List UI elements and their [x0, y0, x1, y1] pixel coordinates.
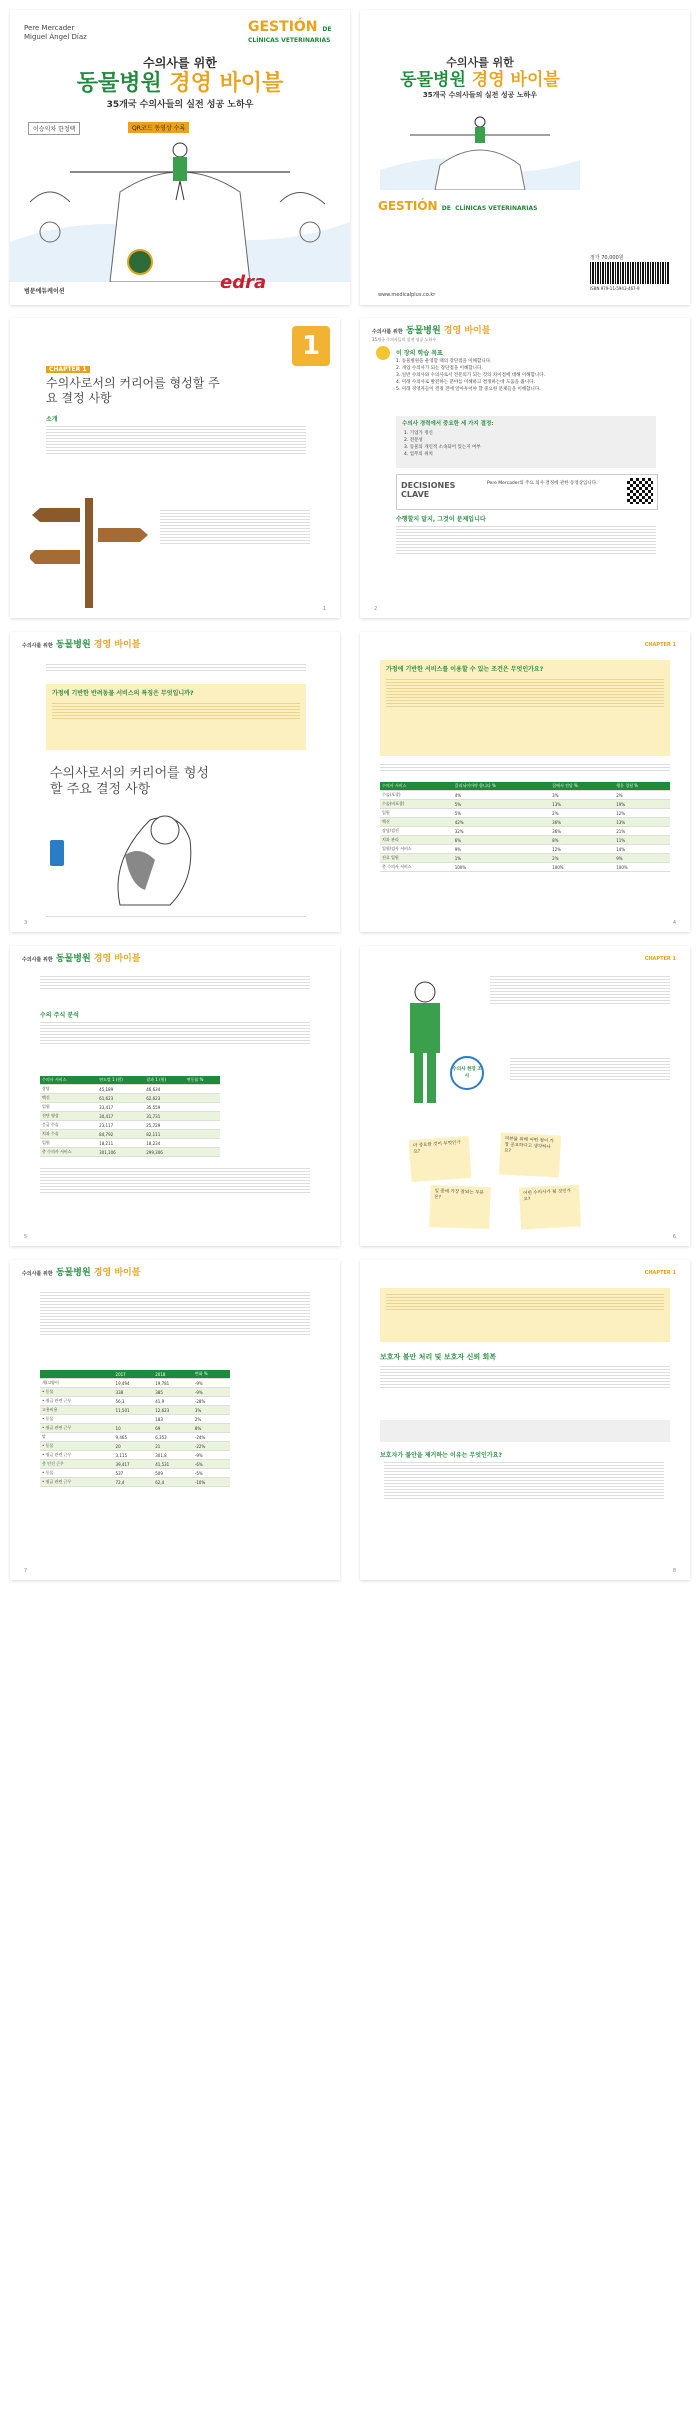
- table-cell: • 동물: [40, 1442, 114, 1451]
- table-cell: 100%: [453, 863, 550, 872]
- table-cell: 총 인건 근무: [40, 1460, 114, 1469]
- table-row: [380, 863, 670, 872]
- table-cell: 치과 수술: [40, 1130, 97, 1139]
- p5-table: [40, 1076, 220, 1157]
- table-cell: • 월급 관련 근무: [40, 1478, 114, 1487]
- table-cell: -5%: [193, 1469, 230, 1478]
- p1-right-text: [160, 508, 310, 546]
- page-number: 4: [672, 920, 676, 926]
- table-cell: 수술(포괄): [380, 791, 453, 800]
- sticky-note-1: 더 중요한 것이 무엇인가요?: [409, 1136, 472, 1182]
- qr-badge: QR코드 동영상 수록: [128, 122, 189, 133]
- cover-illustration: [10, 132, 350, 282]
- page-number: 8: [672, 1568, 676, 1574]
- p3-intro: [46, 662, 306, 673]
- intro-heading: 소개: [46, 416, 58, 423]
- chapter-title: 수의사로서의 커리어를 형성할 주요 결정 사항: [46, 376, 220, 405]
- page-number: 1: [322, 606, 326, 612]
- table-cell: -9%: [193, 1451, 230, 1460]
- table-row: [40, 1433, 230, 1442]
- table-cell: [185, 1094, 220, 1103]
- p5-text-top: [40, 974, 310, 991]
- price-label: 정가 70,000원: [590, 255, 624, 261]
- barcode: [590, 262, 670, 284]
- table-cell: 5%: [453, 809, 550, 818]
- goals-title: 이 장의 학습 목표: [396, 350, 443, 357]
- table-cell: 1%: [453, 854, 550, 863]
- table-cell: 입원: [380, 809, 453, 818]
- signpost-illustration: [30, 488, 150, 608]
- table-cell: 3%: [193, 1406, 230, 1415]
- table-cell: 14%: [614, 845, 670, 854]
- section-heading: 수의 주식 분석: [40, 1012, 79, 1019]
- vet-figure-illustration: [380, 976, 470, 1116]
- table-row: [40, 1442, 230, 1451]
- page-5: [10, 946, 340, 1246]
- back-url: www.medicalplus.co.kr: [378, 292, 436, 298]
- table-row: [40, 1460, 230, 1469]
- table-cell: 입원/검사 서비스: [380, 845, 453, 854]
- table-cell: 10: [114, 1424, 154, 1433]
- table-cell: 385: [153, 1388, 193, 1397]
- table-cell: 입원: [40, 1103, 97, 1112]
- vet-with-cat-illustration: [30, 800, 210, 910]
- page-3: [10, 632, 340, 932]
- p4-question-box: 가정에 기반한 서비스를 이용할 수 있는 조건은 무엇인가요?: [380, 660, 670, 756]
- table-cell: 25,729: [144, 1121, 185, 1130]
- table-row: [40, 1148, 220, 1157]
- table-cell: -9%: [193, 1379, 230, 1388]
- page-4: [360, 632, 690, 932]
- table-cell: 말: [40, 1433, 114, 1442]
- table-cell: 개/고양이: [40, 1379, 114, 1388]
- chapter-tag: CHAPTER 1: [644, 956, 676, 962]
- p8-note-box: [380, 1420, 670, 1442]
- table-cell: 고용비용: [40, 1406, 114, 1415]
- table-cell: -22%: [193, 1442, 230, 1451]
- sticky-note-4: 어떤 수의사가 될 것인가요?: [519, 1184, 581, 1229]
- table-row: [40, 1397, 230, 1406]
- table-row: [40, 1112, 220, 1121]
- table-cell: 3%: [550, 791, 614, 800]
- table-row: [40, 1424, 230, 1433]
- table-cell: [185, 1139, 220, 1148]
- table-cell: 23,117: [97, 1121, 144, 1130]
- table-row: [40, 1379, 230, 1388]
- table-cell: 36%: [550, 827, 614, 836]
- table-cell: 11%: [614, 836, 670, 845]
- qr-code-icon[interactable]: [627, 478, 653, 504]
- table-cell: 100%: [614, 863, 670, 872]
- table-cell: 12,623: [153, 1406, 193, 1415]
- table-cell: 21%: [614, 827, 670, 836]
- p5-text-mid: [40, 1020, 310, 1046]
- table-cell: 82,111: [144, 1130, 185, 1139]
- table-cell: 62,623: [144, 1094, 185, 1103]
- page-number: 3: [24, 920, 28, 926]
- page-number: 7: [24, 1568, 28, 1574]
- table-cell: 2%: [193, 1415, 230, 1424]
- table-cell: 2%: [550, 809, 614, 818]
- table-cell: 299,306: [144, 1148, 185, 1157]
- table-row: [380, 836, 670, 845]
- publisher-right: edra: [220, 272, 267, 293]
- table-row: [40, 1130, 220, 1139]
- table-cell: 42%: [453, 818, 550, 827]
- table-cell: 11,501: [114, 1406, 154, 1415]
- table-cell: 총 수의사 서비스: [380, 863, 453, 872]
- table-cell: 31,731: [144, 1112, 185, 1121]
- revenue-table: [40, 1076, 220, 1157]
- cover-authors: Pere Mercader Miguel Ángel Díaz: [24, 24, 87, 41]
- personnel-table: [40, 1370, 230, 1487]
- table-cell: 3,115: [114, 1451, 154, 1460]
- table-cell: [185, 1148, 220, 1157]
- table-cell: • 동물: [40, 1388, 114, 1397]
- table-cell: 509: [153, 1469, 193, 1478]
- table-row: [380, 809, 670, 818]
- table-cell: 41,531: [153, 1460, 193, 1469]
- table-row: [40, 1085, 220, 1094]
- table-cell: 6%: [453, 836, 550, 845]
- p6-text-top: [490, 974, 670, 1006]
- table-cell: 백신: [380, 818, 453, 827]
- table-cell: 56,3: [114, 1397, 154, 1406]
- page-number: 6: [672, 1234, 676, 1240]
- table-cell: • 월급 관련 근무: [40, 1424, 114, 1433]
- table-row: [380, 818, 670, 827]
- table-cell: -6%: [193, 1460, 230, 1469]
- table-cell: 12%: [550, 845, 614, 854]
- question-heading: 보호자가 불안을 제거하는 이유는 무엇인가요?: [380, 1452, 502, 1459]
- table-cell: 4%: [453, 791, 550, 800]
- table-cell: 입원: [40, 1139, 97, 1148]
- page-8: [360, 1260, 690, 1580]
- table-cell: • 월급 관련 근무: [40, 1451, 114, 1460]
- p4-text: [380, 762, 670, 773]
- table-row: [40, 1451, 230, 1460]
- table-cell: 36%: [550, 818, 614, 827]
- table-cell: 2%: [614, 791, 670, 800]
- table-row: [40, 1388, 230, 1397]
- table-cell: 9%: [614, 854, 670, 863]
- table-cell: 9%: [453, 845, 550, 854]
- table-cell: 응급 수술: [40, 1121, 97, 1130]
- chapter-label: CHAPTER 1: [46, 366, 90, 373]
- table-cell: 백신: [40, 1094, 97, 1103]
- table-cell: 13%: [614, 818, 670, 827]
- table-cell: 69: [153, 1424, 193, 1433]
- table-cell: 301,106: [97, 1148, 144, 1157]
- table-cell: 39,417: [114, 1460, 154, 1469]
- table-cell: 72,4: [114, 1478, 154, 1487]
- publisher-left: 범문에듀케이션: [24, 288, 65, 295]
- table-row: [40, 1406, 230, 1415]
- running-header: 수의사를 위한 동물병원 경영 바이블: [22, 640, 141, 650]
- table-cell: 35,559: [144, 1103, 185, 1112]
- keys-box: 수의사 경력에서 중요한 세 가지 결정: 1. 기업가 정신 2. 전문성 3. 동물의 개인적 소속되어 있는지 여부 4. 업무의 위치: [396, 416, 656, 468]
- table-row: [380, 827, 670, 836]
- table-row: [40, 1121, 220, 1130]
- table-cell: 상담: [40, 1085, 97, 1094]
- table-cell: 총 수의사 서비스: [40, 1148, 97, 1157]
- back-illustration: [380, 110, 580, 190]
- table-cell: • 동물: [40, 1469, 114, 1478]
- p8-info-box: [380, 1288, 670, 1342]
- table-cell: 8%: [193, 1424, 230, 1433]
- table-cell: [185, 1112, 220, 1121]
- table-header-row: 수의사 서비스 클리닉이어야 합니다 % 집에서 전달 % 행운 경험 %: [380, 782, 670, 791]
- table-cell: 33,417: [97, 1103, 144, 1112]
- table-cell: [185, 1130, 220, 1139]
- table-cell: -24%: [193, 1433, 230, 1442]
- running-header: 수의사를 위한 동물병원 경영 바이블 35개국 수의사들의 실전 성공 노하우: [372, 326, 491, 342]
- sticky-note-2: 리뷰를 위해 어떤 점이 가장 중요하다고 생각하나요?: [499, 1132, 561, 1177]
- table-row: [380, 854, 670, 863]
- p4-table: [380, 782, 670, 872]
- table-cell: 19%: [614, 800, 670, 809]
- page-7: [10, 1260, 340, 1580]
- table-cell: 30,417: [97, 1112, 144, 1121]
- table-cell: 62,4: [153, 1478, 193, 1487]
- page-number: 2: [374, 606, 378, 612]
- running-header: 수의사를 위한 동물병원 경영 바이블: [22, 1268, 141, 1278]
- goals-list: 1. 동물병원을 운영할 때의 장단점을 이해합니다. 2. 개업 수의사가 되는 장단점을 이해합니다. 3. 일반 수의사와 수의사로서 전문의가 되는 것의 차이점에 대해 이해합니다. 4. 미래 수의사로 발전하는 분야를 이해하고 결정하는데 도움을 줍니다. 5. 미래 경영자들이 결정 전에 알아두어야 할 중요한 문제들을 이해합니다.: [396, 359, 546, 392]
- p3-footer-text: [46, 914, 306, 919]
- page-number: 5: [24, 1234, 28, 1240]
- cover-back: [360, 10, 690, 305]
- table-cell: 41,9: [153, 1397, 193, 1406]
- sticky-note-3: 일 중에 가장 잘되는 부분은?: [429, 1185, 490, 1229]
- table-cell: -28%: [193, 1397, 230, 1406]
- table-cell: 5%: [453, 800, 550, 809]
- table-cell: 84,792: [97, 1130, 144, 1139]
- table-cell: 8%: [550, 836, 614, 845]
- table-cell: 18,234: [144, 1139, 185, 1148]
- p7-text: [40, 1290, 310, 1337]
- p3-question-box: 가정에 기반한 반려동물 서비스의 특징은 무엇입니까?: [46, 684, 306, 750]
- table-cell: 2%: [550, 854, 614, 863]
- back-series-logo: GESTIÓN DE CLÍNICAS VETERINARIAS: [378, 199, 538, 213]
- table-cell: 18,211: [97, 1139, 144, 1148]
- table-row: [380, 800, 670, 809]
- table-cell: • 월급 관련 근무: [40, 1397, 114, 1406]
- chapter-tag: CHAPTER 1: [644, 1270, 676, 1276]
- table-cell: 32%: [453, 827, 550, 836]
- table-header-row: 수의사 서비스 연도별 1 (원) 결과 1 (원) 변동률 %: [40, 1076, 220, 1085]
- cover-title: 수의사를 위한 동물병원 경영 바이블 35개국 수의사들의 실전 성공 노하우: [76, 56, 284, 110]
- table-cell: 19,494: [114, 1379, 154, 1388]
- chapter-number: 1: [292, 326, 330, 366]
- table-cell: 13%: [550, 800, 614, 809]
- decisiones-box: DECISIONES CLAVE Pere Mercader의 주요 의사 결정에 관한 동영상입니다.: [396, 474, 658, 510]
- table-cell: 진단 영상: [40, 1112, 97, 1121]
- p8-text: [380, 1364, 670, 1390]
- running-header: 수의사를 위한 동물병원 경영 바이블: [22, 954, 141, 964]
- back-title: 수의사를 위한 동물병원 경영 바이블 35개국 수의사들의 실전 성공 노하우: [400, 56, 560, 99]
- table-cell: 9,465: [114, 1433, 154, 1442]
- isbn-label: ISBN 979-11-5943-467-9: [590, 286, 640, 291]
- p6-text-side: [510, 1056, 670, 1082]
- table-row: [380, 845, 670, 854]
- table-row: [40, 1139, 220, 1148]
- table-cell: 19,781: [153, 1379, 193, 1388]
- table-row: [40, 1478, 230, 1487]
- table-row: [40, 1469, 230, 1478]
- section-heading: 보호자 불안 처리 및 보호자 신뢰 회복: [380, 1353, 497, 1361]
- services-table: [380, 782, 670, 872]
- table-cell: [114, 1415, 154, 1424]
- table-row: [380, 791, 670, 800]
- table-cell: 치과 관리: [380, 836, 453, 845]
- cover-front: [10, 10, 350, 305]
- p8-bullets: [384, 1460, 664, 1501]
- page-6: [360, 946, 690, 1246]
- table-cell: 46,634: [144, 1085, 185, 1094]
- table-cell: 338: [114, 1388, 154, 1397]
- chapter-tag: CHAPTER 1: [644, 642, 676, 648]
- table-row: [40, 1094, 220, 1103]
- intro-text: [46, 424, 306, 456]
- table-cell: 6,353: [153, 1433, 193, 1442]
- table-cell: 12%: [614, 809, 670, 818]
- p7-table: [40, 1370, 230, 1487]
- table-cell: -9%: [193, 1388, 230, 1397]
- series-logo: GESTIÓN DE CLÍNICAS VETERINARIAS: [248, 19, 332, 44]
- table-cell: -10%: [193, 1478, 230, 1487]
- table-cell: 상담/검진: [380, 827, 453, 836]
- table-cell: 45,189: [97, 1085, 144, 1094]
- p3-headline: 수의사로서의 커리어를 형성할 주요 결정 사항: [50, 766, 209, 797]
- table-cell: 21: [153, 1442, 193, 1451]
- table-cell: [185, 1085, 220, 1094]
- table-cell: 수술(비포괄): [380, 800, 453, 809]
- table-cell: • 동물: [40, 1415, 114, 1424]
- table-cell: [185, 1103, 220, 1112]
- section-heading: 수행할지 말지, 그것이 문제입니다: [396, 516, 486, 523]
- translator-badge: 이승익차 한정택: [28, 122, 80, 135]
- table-cell: 183: [153, 1415, 193, 1424]
- table-row: [40, 1415, 230, 1424]
- table-cell: 진료 입원: [380, 854, 453, 863]
- lightbulb-icon: [376, 346, 390, 360]
- table-cell: 20: [114, 1442, 154, 1451]
- table-cell: 100%: [550, 863, 614, 872]
- table-row: [40, 1103, 220, 1112]
- table-cell: [185, 1121, 220, 1130]
- field-research-badge: 수의사 현장 조사: [450, 1056, 484, 1090]
- page-2: [360, 318, 690, 618]
- page-1: [10, 318, 340, 618]
- table-cell: 61,623: [97, 1094, 144, 1103]
- table-cell: 537: [114, 1469, 154, 1478]
- table-header-row: 2017 2018 변화 %: [40, 1370, 230, 1379]
- table-cell: 301,8: [153, 1451, 193, 1460]
- p5-text-bottom: [40, 1166, 310, 1195]
- p2-body: [396, 524, 656, 556]
